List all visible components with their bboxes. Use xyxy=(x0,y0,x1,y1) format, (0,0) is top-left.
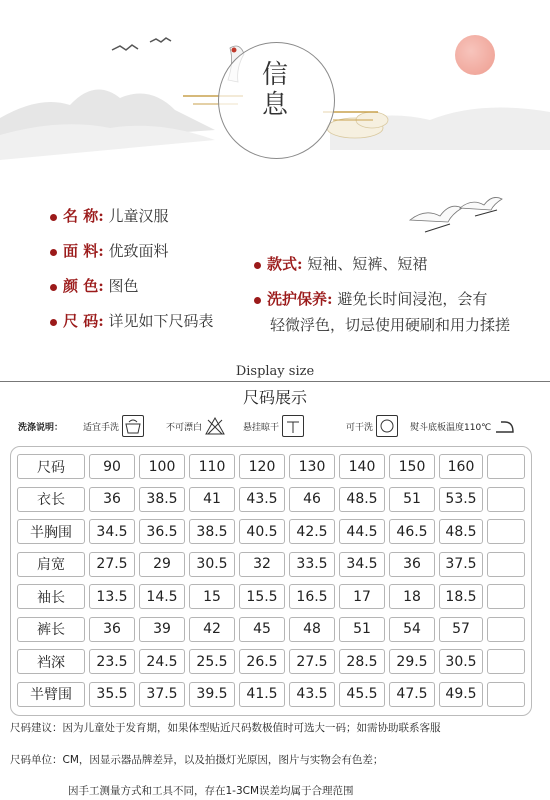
table-cell: 110 xyxy=(189,454,235,479)
table-cell: 44.5 xyxy=(339,519,385,544)
table-cell: 15.5 xyxy=(239,584,285,609)
table-cell: 27.5 xyxy=(89,552,135,577)
table-row-header: 尺码 xyxy=(17,454,85,479)
table-row-header: 袖长 xyxy=(17,584,85,609)
table-cell: 36 xyxy=(89,487,135,512)
table-cell: 51 xyxy=(339,617,385,642)
table-cell: 29 xyxy=(139,552,185,577)
table-cell: 47.5 xyxy=(389,682,435,707)
table-cell: 16.5 xyxy=(289,584,335,609)
bullet-dot-icon xyxy=(254,262,261,269)
info-care-row: 洗护保养: 避免长时间浸泡，会有 xyxy=(254,288,487,309)
table-cell: 49.5 xyxy=(439,682,483,707)
size-section-title: 尺码展示 xyxy=(242,388,307,407)
table-cell: 27.5 xyxy=(289,649,335,674)
table-cell: 14.5 xyxy=(139,584,185,609)
table-cell: 43.5 xyxy=(239,487,285,512)
table-cell: 38.5 xyxy=(139,487,185,512)
table-cell: 150 xyxy=(389,454,435,479)
table-cell xyxy=(487,584,525,609)
bullet-dot-icon xyxy=(50,319,57,326)
table-cell: 30.5 xyxy=(439,649,483,674)
table-cell: 25.5 xyxy=(189,649,235,674)
table-cell: 34.5 xyxy=(89,519,135,544)
table-row-header: 半臂围 xyxy=(17,682,85,707)
table-row-header: 衣长 xyxy=(17,487,85,512)
table-cell: 33.5 xyxy=(289,552,335,577)
table-cell: 41.5 xyxy=(239,682,285,707)
table-cell: 46 xyxy=(289,487,335,512)
care-note-continued: 轻微浮色，切忌使用硬刷和用力揉搓 xyxy=(270,316,511,334)
table-cell: 57 xyxy=(439,617,483,642)
flying-cranes-illustration xyxy=(405,190,515,250)
table-cell: 34.5 xyxy=(339,552,385,577)
table-cell: 100 xyxy=(139,454,185,479)
table-cell: 29.5 xyxy=(389,649,435,674)
info-fabric-row: 面 料: 优致面料 xyxy=(50,240,169,261)
dry-clean-icon xyxy=(376,415,398,437)
table-cell: 120 xyxy=(239,454,285,479)
table-cell: 39.5 xyxy=(189,682,235,707)
table-cell: 18 xyxy=(389,584,435,609)
note-suggestion: 尺码建议：因为儿童处于发育期，如果体型贴近尺码数极值时可选大一码；如需协助联系客服 xyxy=(10,722,441,734)
info-style-row: 款式: 短袖、短裤、短裙 xyxy=(254,253,427,274)
table-cell: 36.5 xyxy=(139,519,185,544)
table-cell: 41 xyxy=(189,487,235,512)
care-instructions xyxy=(18,414,538,440)
table-cell xyxy=(487,519,525,544)
care-item-hand-wash: 适宜手洗 xyxy=(83,414,144,438)
table-cell: 37.5 xyxy=(439,552,483,577)
header-banner xyxy=(0,0,550,185)
table-cell xyxy=(487,617,525,642)
table-cell xyxy=(487,454,525,479)
table-cell xyxy=(487,682,525,707)
table-cell: 39 xyxy=(139,617,185,642)
table-cell: 140 xyxy=(339,454,385,479)
table-cell: 130 xyxy=(289,454,335,479)
table-cell: 35.5 xyxy=(89,682,135,707)
table-cell: 46.5 xyxy=(389,519,435,544)
table-cell: 45.5 xyxy=(339,682,385,707)
table-cell: 42 xyxy=(189,617,235,642)
red-sun xyxy=(455,35,495,75)
info-name-row: 名 称: 儿童汉服 xyxy=(50,205,169,226)
table-cell: 28.5 xyxy=(339,649,385,674)
table-cell: 45 xyxy=(239,617,285,642)
note-tolerance: 因手工测量方式和工具不同，存在1-3CM误差均属于合理范围 xyxy=(68,785,354,797)
table-cell: 48 xyxy=(289,617,335,642)
display-size-label: Display size xyxy=(0,364,550,379)
info-color-row: 颜 色: 图色 xyxy=(50,275,139,296)
table-row-header: 半胸围 xyxy=(17,519,85,544)
hang-dry-icon xyxy=(282,415,304,437)
table-row-header: 裆深 xyxy=(17,649,85,674)
table-row-header: 肩宽 xyxy=(17,552,85,577)
section-divider xyxy=(0,381,550,382)
table-cell: 36 xyxy=(89,617,135,642)
no-bleach-icon xyxy=(205,416,225,436)
table-cell: 17 xyxy=(339,584,385,609)
table-cell: 32 xyxy=(239,552,285,577)
table-cell: 37.5 xyxy=(139,682,185,707)
bullet-dot-icon xyxy=(50,249,57,256)
table-cell: 90 xyxy=(89,454,135,479)
care-item-no-bleach: 不可漂白 xyxy=(166,414,225,438)
page-title: 信息 xyxy=(262,60,289,120)
table-cell: 24.5 xyxy=(139,649,185,674)
table-cell: 30.5 xyxy=(189,552,235,577)
table-cell: 51 xyxy=(389,487,435,512)
bullet-dot-icon xyxy=(50,284,57,291)
table-cell: 13.5 xyxy=(89,584,135,609)
bullet-dot-icon xyxy=(254,297,261,304)
size-table xyxy=(10,446,532,716)
table-cell: 42.5 xyxy=(289,519,335,544)
info-size-row: 尺 码: 详见如下尺码表 xyxy=(50,310,214,331)
hand-wash-icon xyxy=(122,415,144,437)
table-cell: 53.5 xyxy=(439,487,483,512)
table-cell: 48.5 xyxy=(339,487,385,512)
iron-icon xyxy=(494,416,514,436)
table-cell xyxy=(487,487,525,512)
table-cell: 160 xyxy=(439,454,483,479)
table-cell: 26.5 xyxy=(239,649,285,674)
table-row-header: 裤长 xyxy=(17,617,85,642)
care-item-dry-clean: 可干洗 xyxy=(346,414,398,438)
table-cell: 54 xyxy=(389,617,435,642)
care-intro: 洗涤说明： xyxy=(18,422,64,433)
table-cell: 23.5 xyxy=(89,649,135,674)
table-cell: 48.5 xyxy=(439,519,483,544)
care-item-hang-dry: 悬挂晾干 xyxy=(243,414,304,438)
note-unit: 尺码单位：CM，因显示器品牌差异，以及拍摄灯光原因，图片与实物会有色差； xyxy=(10,754,384,766)
table-cell: 36 xyxy=(389,552,435,577)
table-cell: 15 xyxy=(189,584,235,609)
table-cell: 40.5 xyxy=(239,519,285,544)
table-cell xyxy=(487,552,525,577)
table-cell: 38.5 xyxy=(189,519,235,544)
bullet-dot-icon xyxy=(50,214,57,221)
table-cell: 18.5 xyxy=(439,584,483,609)
care-item-iron: 熨斗底板温度110℃ xyxy=(410,414,514,438)
table-cell: 43.5 xyxy=(289,682,335,707)
table-cell xyxy=(487,649,525,674)
